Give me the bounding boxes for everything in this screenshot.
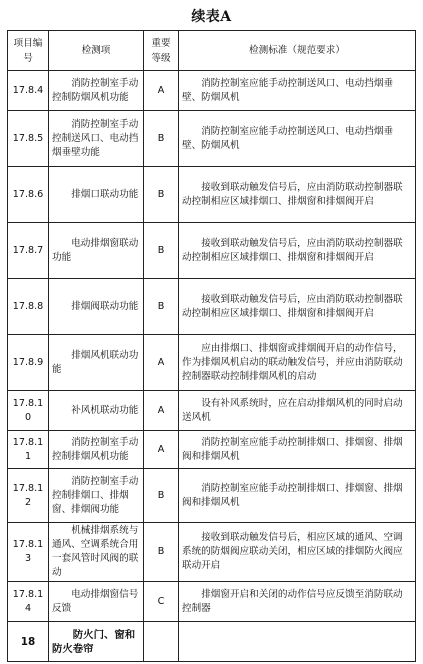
importance-level: C <box>144 582 179 622</box>
table-row <box>8 223 416 279</box>
inspection-item: 补风机联动功能 <box>49 391 144 431</box>
inspection-standard: 排烟窗开启和关闭的动作信号应反馈至消防联动控制器 <box>179 582 416 622</box>
item-number: 17.8.11 <box>8 431 49 469</box>
inspection-standard: 接收到联动触发信号后，应由消防联动控制器联动控制相应区域排烟口、排烟窗和排烟阀开启 <box>179 167 416 223</box>
item-number: 17.8.13 <box>8 523 49 582</box>
inspection-item: 排烟风机联动功能 <box>49 335 144 391</box>
importance-level: A <box>144 335 179 391</box>
inspection-standard: 接收到联动触发信号后，相应区域的通风、空调系统的防烟阀应联动关闭，相应区域的排烟防火阀应联动开启 <box>179 523 416 582</box>
item-number: 17.8.7 <box>8 223 49 279</box>
header-row <box>8 31 416 71</box>
importance-level <box>144 622 179 662</box>
inspection-standard <box>179 622 416 662</box>
table-row <box>8 335 416 391</box>
item-number: 17.8.5 <box>8 111 49 167</box>
section-number: 18 <box>8 622 49 662</box>
importance-level: A <box>144 391 179 431</box>
header-importance-level: 重要等级 <box>144 31 179 71</box>
inspection-item: 电动排烟窗信号反馈 <box>49 582 144 622</box>
inspection-item: 消防控制室手动控制送风口、电动挡烟垂壁功能 <box>49 111 144 167</box>
item-number: 17.8.10 <box>8 391 49 431</box>
section-title: 防火门、窗和防火卷帘 <box>49 622 144 662</box>
table-row <box>8 71 416 111</box>
table-row <box>8 582 416 622</box>
item-number: 17.8.14 <box>8 582 49 622</box>
importance-level: B <box>144 167 179 223</box>
inspection-standard: 接收到联动触发信号后，应由消防联动控制器联动控制相应区域排烟口、排烟窗和排烟阀开启 <box>179 279 416 335</box>
table-row <box>8 279 416 335</box>
importance-level: B <box>144 111 179 167</box>
inspection-standard: 应由排烟口、排烟窗或排烟阀开启的动作信号，作为排烟风机启动的联动触发信号，并应由消防联动控制器联动控制排烟风机的启动 <box>179 335 416 391</box>
table-row <box>8 111 416 167</box>
inspection-standard: 消防控制室应能手动控制排烟口、排烟窗、排烟阀和排烟风机 <box>179 469 416 523</box>
header-inspection-item: 检测项 <box>49 31 144 71</box>
header-item-number: 项目编号 <box>8 31 49 71</box>
inspection-item: 消防控制室手动控制排烟口、排烟窗、排烟阀功能 <box>49 469 144 523</box>
table-row-section <box>8 622 416 662</box>
inspection-standard: 消防控制室应能手动控制排烟口、排烟窗、排烟阀和排烟风机 <box>179 431 416 469</box>
table-row <box>8 167 416 223</box>
table-row <box>8 469 416 523</box>
inspection-item: 机械排烟系统与通风、空调系统合用一套风管时风阀的联动 <box>49 523 144 582</box>
importance-level: B <box>144 523 179 582</box>
header-inspection-standard: 检测标准（规范要求） <box>179 31 416 71</box>
importance-level: B <box>144 279 179 335</box>
importance-level: A <box>144 71 179 111</box>
inspection-item: 电动排烟窗联动功能 <box>49 223 144 279</box>
inspection-item: 排烟口联动功能 <box>49 167 144 223</box>
item-number: 17.8.12 <box>8 469 49 523</box>
inspection-standard: 消防控制室应能手动控制送风口、电动挡烟垂壁、防烟风机 <box>179 111 416 167</box>
item-number: 17.8.6 <box>8 167 49 223</box>
inspection-item: 排烟阀联动功能 <box>49 279 144 335</box>
table-row <box>8 391 416 431</box>
importance-level: B <box>144 469 179 523</box>
inspection-standard: 接收到联动触发信号后，应由消防联动控制器联动控制相应区域排烟口、排烟窗和排烟阀开启 <box>179 223 416 279</box>
inspection-standard: 消防控制室应能手动控制送风口、电动挡烟垂壁、防烟风机 <box>179 71 416 111</box>
table-row <box>8 523 416 582</box>
item-number: 17.8.4 <box>8 71 49 111</box>
inspection-table <box>7 30 416 662</box>
inspection-item: 消防控制室手动控制防烟风机功能 <box>49 71 144 111</box>
table-row <box>8 431 416 469</box>
inspection-item: 消防控制室手动控制排烟风机功能 <box>49 431 144 469</box>
item-number: 17.8.8 <box>8 279 49 335</box>
item-number: 17.8.9 <box>8 335 49 391</box>
importance-level: A <box>144 431 179 469</box>
table-title: 续表A <box>191 9 232 25</box>
inspection-standard: 设有补风系统时，应在启动排烟风机的同时启动送风机 <box>179 391 416 431</box>
importance-level: B <box>144 223 179 279</box>
